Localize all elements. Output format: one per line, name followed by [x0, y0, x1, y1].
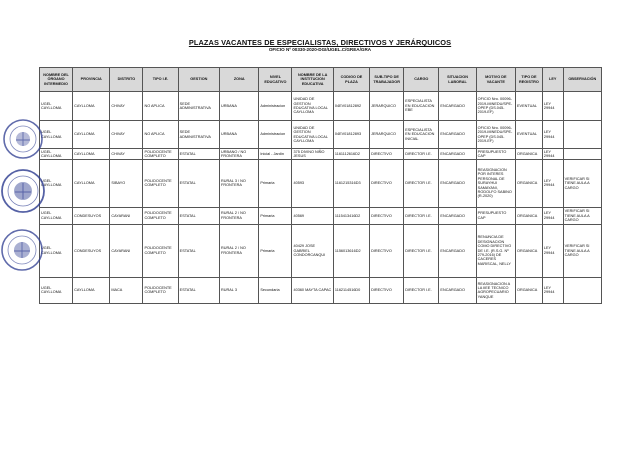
table-cell: NO APLICA — [143, 121, 178, 149]
column-header: NIVEL EDUCATIVO — [259, 68, 292, 92]
table-cell: CHIVAY — [110, 149, 143, 160]
table-cell: Inicial - Jardín — [259, 149, 292, 160]
table-cell: Administracion — [259, 92, 292, 121]
table-cell: ENCARGADO — [439, 92, 476, 121]
table-cell — [563, 277, 601, 303]
table-cell: CONDESUYOS — [73, 224, 110, 277]
table-cell: PRESUPUESTO CAP — [476, 149, 515, 160]
table-cell: LEY 29944 — [542, 159, 563, 207]
table-cell: CAYLLOMA — [73, 149, 110, 160]
column-header: ZONA — [220, 68, 259, 92]
table-cell: CHIVAY — [110, 92, 143, 121]
table-cell: UGEL CAYLLOMA — [40, 149, 73, 160]
table-cell: 04EV01812893 — [333, 121, 369, 149]
table-cell: REASIGNACION A LA IIEE TECNICO AGROPECUARIO YANQUE — [476, 277, 515, 303]
table-cell: UGEL CAYLLOMA — [40, 224, 73, 277]
table-body — [40, 92, 602, 304]
table-cell: DIRECTOR I.E. — [404, 149, 439, 160]
table-row — [40, 92, 602, 121]
column-header: MOTIVO DE VACANTE — [476, 68, 515, 92]
table-cell: ENCARGADO — [439, 224, 476, 277]
table-cell: ESTATAL — [178, 159, 219, 207]
document-title: PLAZAS VACANTES DE ESPECIALISTAS, DIRECTIVOS Y JERÁRQUICOS — [188, 38, 452, 47]
table-cell: PRESUPUESTO CAP — [476, 207, 515, 224]
table-row — [40, 277, 602, 303]
table-row — [40, 207, 602, 224]
table-cell: MACA — [110, 277, 143, 303]
column-header: NOMBRE DE LA INSTITUCION EDUCATIVA — [292, 68, 333, 92]
table-cell: DIRECTOR I.E. — [404, 207, 439, 224]
document-subtitle: OFICIO Nº 00330-2020-DGI/UGEL.C/GREA/GRA — [268, 47, 372, 52]
table-cell: DIRECTOR I.E. — [404, 224, 439, 277]
table-cell: ENCARGADO — [439, 149, 476, 160]
table-cell: RURAL 3 / NO FRONTERA — [220, 159, 259, 207]
table-cell: UGEL CAYLLOMA — [40, 121, 73, 149]
table-cell: Primaria — [259, 224, 292, 277]
column-header: TIPO DE REGISTRO — [516, 68, 543, 92]
table-cell: 1161215316D3 — [333, 159, 369, 207]
table-row — [40, 149, 602, 160]
seal-stamp-2 — [0, 168, 46, 214]
column-header: CODIGO DE PLAZA — [333, 68, 369, 92]
table-row — [40, 224, 602, 277]
table-cell: ESPECIALISTA EN EDUCACION EBE — [404, 92, 439, 121]
table-cell: UGEL CAYLLOMA — [40, 207, 73, 224]
table-cell: 1162114516D0 — [333, 277, 369, 303]
table-cell: POLIDOCENTE COMPLETO — [143, 159, 178, 207]
table-cell: Administracion — [259, 121, 292, 149]
table-cell: DIRECTOR I.E. — [404, 159, 439, 207]
table-cell: ORGANICA — [516, 277, 543, 303]
seal-stamp-3 — [0, 228, 44, 272]
column-header: LEY — [542, 68, 563, 92]
table-cell: ENCARGADO — [439, 159, 476, 207]
table-cell: VERIFICAR SI TIENE AULA A CARGO — [563, 159, 601, 207]
table-cell: ENCARGADO — [439, 121, 476, 149]
table-cell: RENUNCIA DE DESIGNACION COMO DIRECTIVO DE I.E. (R.S.G. Nº 279-2016) DE CACERES MARISCAL, NELLY — [476, 224, 515, 277]
table-cell: ORGANICA — [516, 224, 543, 277]
table-cell: JERARQUICO — [370, 121, 404, 149]
table-cell: LEY 29944 — [542, 92, 563, 121]
table-cell: ENCARGADO — [439, 207, 476, 224]
table-cell: URBANA — [220, 92, 259, 121]
table-cell: DIRECTIVO — [370, 224, 404, 277]
table-cell: ORGANICA — [516, 149, 543, 160]
table-cell: URBANA — [220, 121, 259, 149]
table-row — [40, 121, 602, 149]
table-cell — [563, 92, 601, 121]
table-cell: RURAL 2 / NO FRONTERA — [220, 207, 259, 224]
table-cell: NO APLICA — [143, 92, 178, 121]
table-cell: 04EV01812892 — [333, 92, 369, 121]
table-cell: URBANO / NO FRONTERA — [220, 149, 259, 160]
table-cell: LEY 29944 — [542, 121, 563, 149]
column-header: DISTRITO — [110, 68, 143, 92]
vacancies-table — [39, 67, 602, 304]
table-cell: POLIDOCENTE COMPLETO — [143, 207, 178, 224]
column-header: SITUACION LABORAL — [439, 68, 476, 92]
table-cell: SEDE ADMINISTRATIVA — [178, 121, 219, 149]
table-cell: LEY 29944 — [542, 224, 563, 277]
table-cell — [563, 149, 601, 160]
table-cell: CONDESUYOS — [73, 207, 110, 224]
column-header: GESTION — [178, 68, 219, 92]
column-header: CARGO — [404, 68, 439, 92]
table-cell: UGEL CAYLLOMA — [40, 159, 73, 207]
table-cell: CAYLLOMA — [73, 159, 110, 207]
table-row — [40, 159, 602, 207]
table-cell: CAYARANI — [110, 207, 143, 224]
column-header: PROVINCIA — [73, 68, 110, 92]
table-cell: SEDE ADMINISTRATIVA — [178, 92, 219, 121]
table-cell: ORGANICA — [516, 207, 543, 224]
table-cell: EVENTUAL — [516, 92, 543, 121]
table-cell: VERIFICAR SI TIENE AULA A CARGO — [563, 207, 601, 224]
column-header: NOMBRE DEL ÓRGANO INTERMEDIO — [40, 68, 73, 92]
table-cell: SIBAYO — [110, 159, 143, 207]
table-cell: CAYARANI — [110, 224, 143, 277]
table-cell: ESPECIALISTA EN EDUCACION INICIAL — [404, 121, 439, 149]
table-cell: Primaria — [259, 159, 292, 207]
table-cell: 1115413416D2 — [333, 207, 369, 224]
table-cell: 40569 — [292, 207, 333, 224]
table-cell: 40360 MAYTA CAPAC — [292, 277, 333, 303]
table-cell: REASIGNACION POR INTERES PERSONAL DE SURAYHUI SAMAYANI, RODOLFO SABINO (R-2020) — [476, 159, 515, 207]
table-cell: LEY 29944 — [542, 277, 563, 303]
table-cell: ESTATAL — [178, 277, 219, 303]
table-cell: OFICIO Nro. 00096-2019-MINEDU/SPE-OPEP (DS.045-2019-EF) — [476, 121, 515, 149]
table-cell: ENCARGADO — [439, 277, 476, 303]
table-cell: DIRECTIVO — [370, 159, 404, 207]
table-cell: UNIDAD DE GESTION EDUCATIVA LOCAL CAYLLOMA — [292, 121, 333, 149]
table-cell: CAYLLOMA — [73, 121, 110, 149]
table-cell: DIRECTOR I.E. — [404, 277, 439, 303]
table-cell: UGEL CAYLLOMA — [40, 277, 73, 303]
table-cell: POLIDOCENTE COMPLETO — [143, 277, 178, 303]
table-cell: Primaria — [259, 207, 292, 224]
table-cell: ORGANICA — [516, 159, 543, 207]
table-cell: 40593 — [292, 159, 333, 207]
table-cell: RURAL 2 / NO FRONTERA — [220, 224, 259, 277]
table-cell: 1161112616D2 — [333, 149, 369, 160]
table-cell: POLIDOCENTE COMPLETO — [143, 149, 178, 160]
table-header-row — [40, 68, 602, 92]
table-cell: LEY 29944 — [542, 207, 563, 224]
table-cell: OFICIO Nro. 00096-2019-MINEDU/SPE-OPEP (DS.045-2019-EF) — [476, 92, 515, 121]
table-cell: 40429 JOSE GABRIEL CONDORCANQUI — [292, 224, 333, 277]
table-cell: UNIDAD DE GESTION EDUCATIVA LOCAL CAYLLOMA — [292, 92, 333, 121]
table-cell: LEY 29944 — [542, 149, 563, 160]
column-header: SUB-TIPO DE TRABAJADOR — [370, 68, 404, 92]
table-cell: DIRECTIVO — [370, 149, 404, 160]
table-cell: CAYLLOMA — [73, 92, 110, 121]
table-cell: ESTATAL — [178, 149, 219, 160]
column-header: OBSERVACIÓN — [563, 68, 601, 92]
table-cell: CHIVAY — [110, 121, 143, 149]
column-header: TIPO I.E. — [143, 68, 178, 92]
table-cell: ESTATAL — [178, 224, 219, 277]
table-cell: EVENTUAL — [516, 121, 543, 149]
table-cell: POLIDOCENTE COMPLETO — [143, 224, 178, 277]
table-cell: ESTATAL — [178, 207, 219, 224]
table-cell: UGEL CAYLLOMA — [40, 92, 73, 121]
table-cell: CAYLLOMA — [73, 277, 110, 303]
table-cell: RURAL 3 — [220, 277, 259, 303]
seal-stamp-1 — [2, 118, 44, 160]
table-cell: VERIFICAR SI TIENE AULA A CARGO — [563, 224, 601, 277]
table-cell: DIRECTIVO — [370, 277, 404, 303]
table-cell: DIRECTIVO — [370, 207, 404, 224]
table-cell: JERARQUICO — [370, 92, 404, 121]
table-cell: 375 DIVINO NIÑO JESUS — [292, 149, 333, 160]
table-cell: 1156013616D2 — [333, 224, 369, 277]
table-cell: Secundaria — [259, 277, 292, 303]
table-cell — [563, 121, 601, 149]
